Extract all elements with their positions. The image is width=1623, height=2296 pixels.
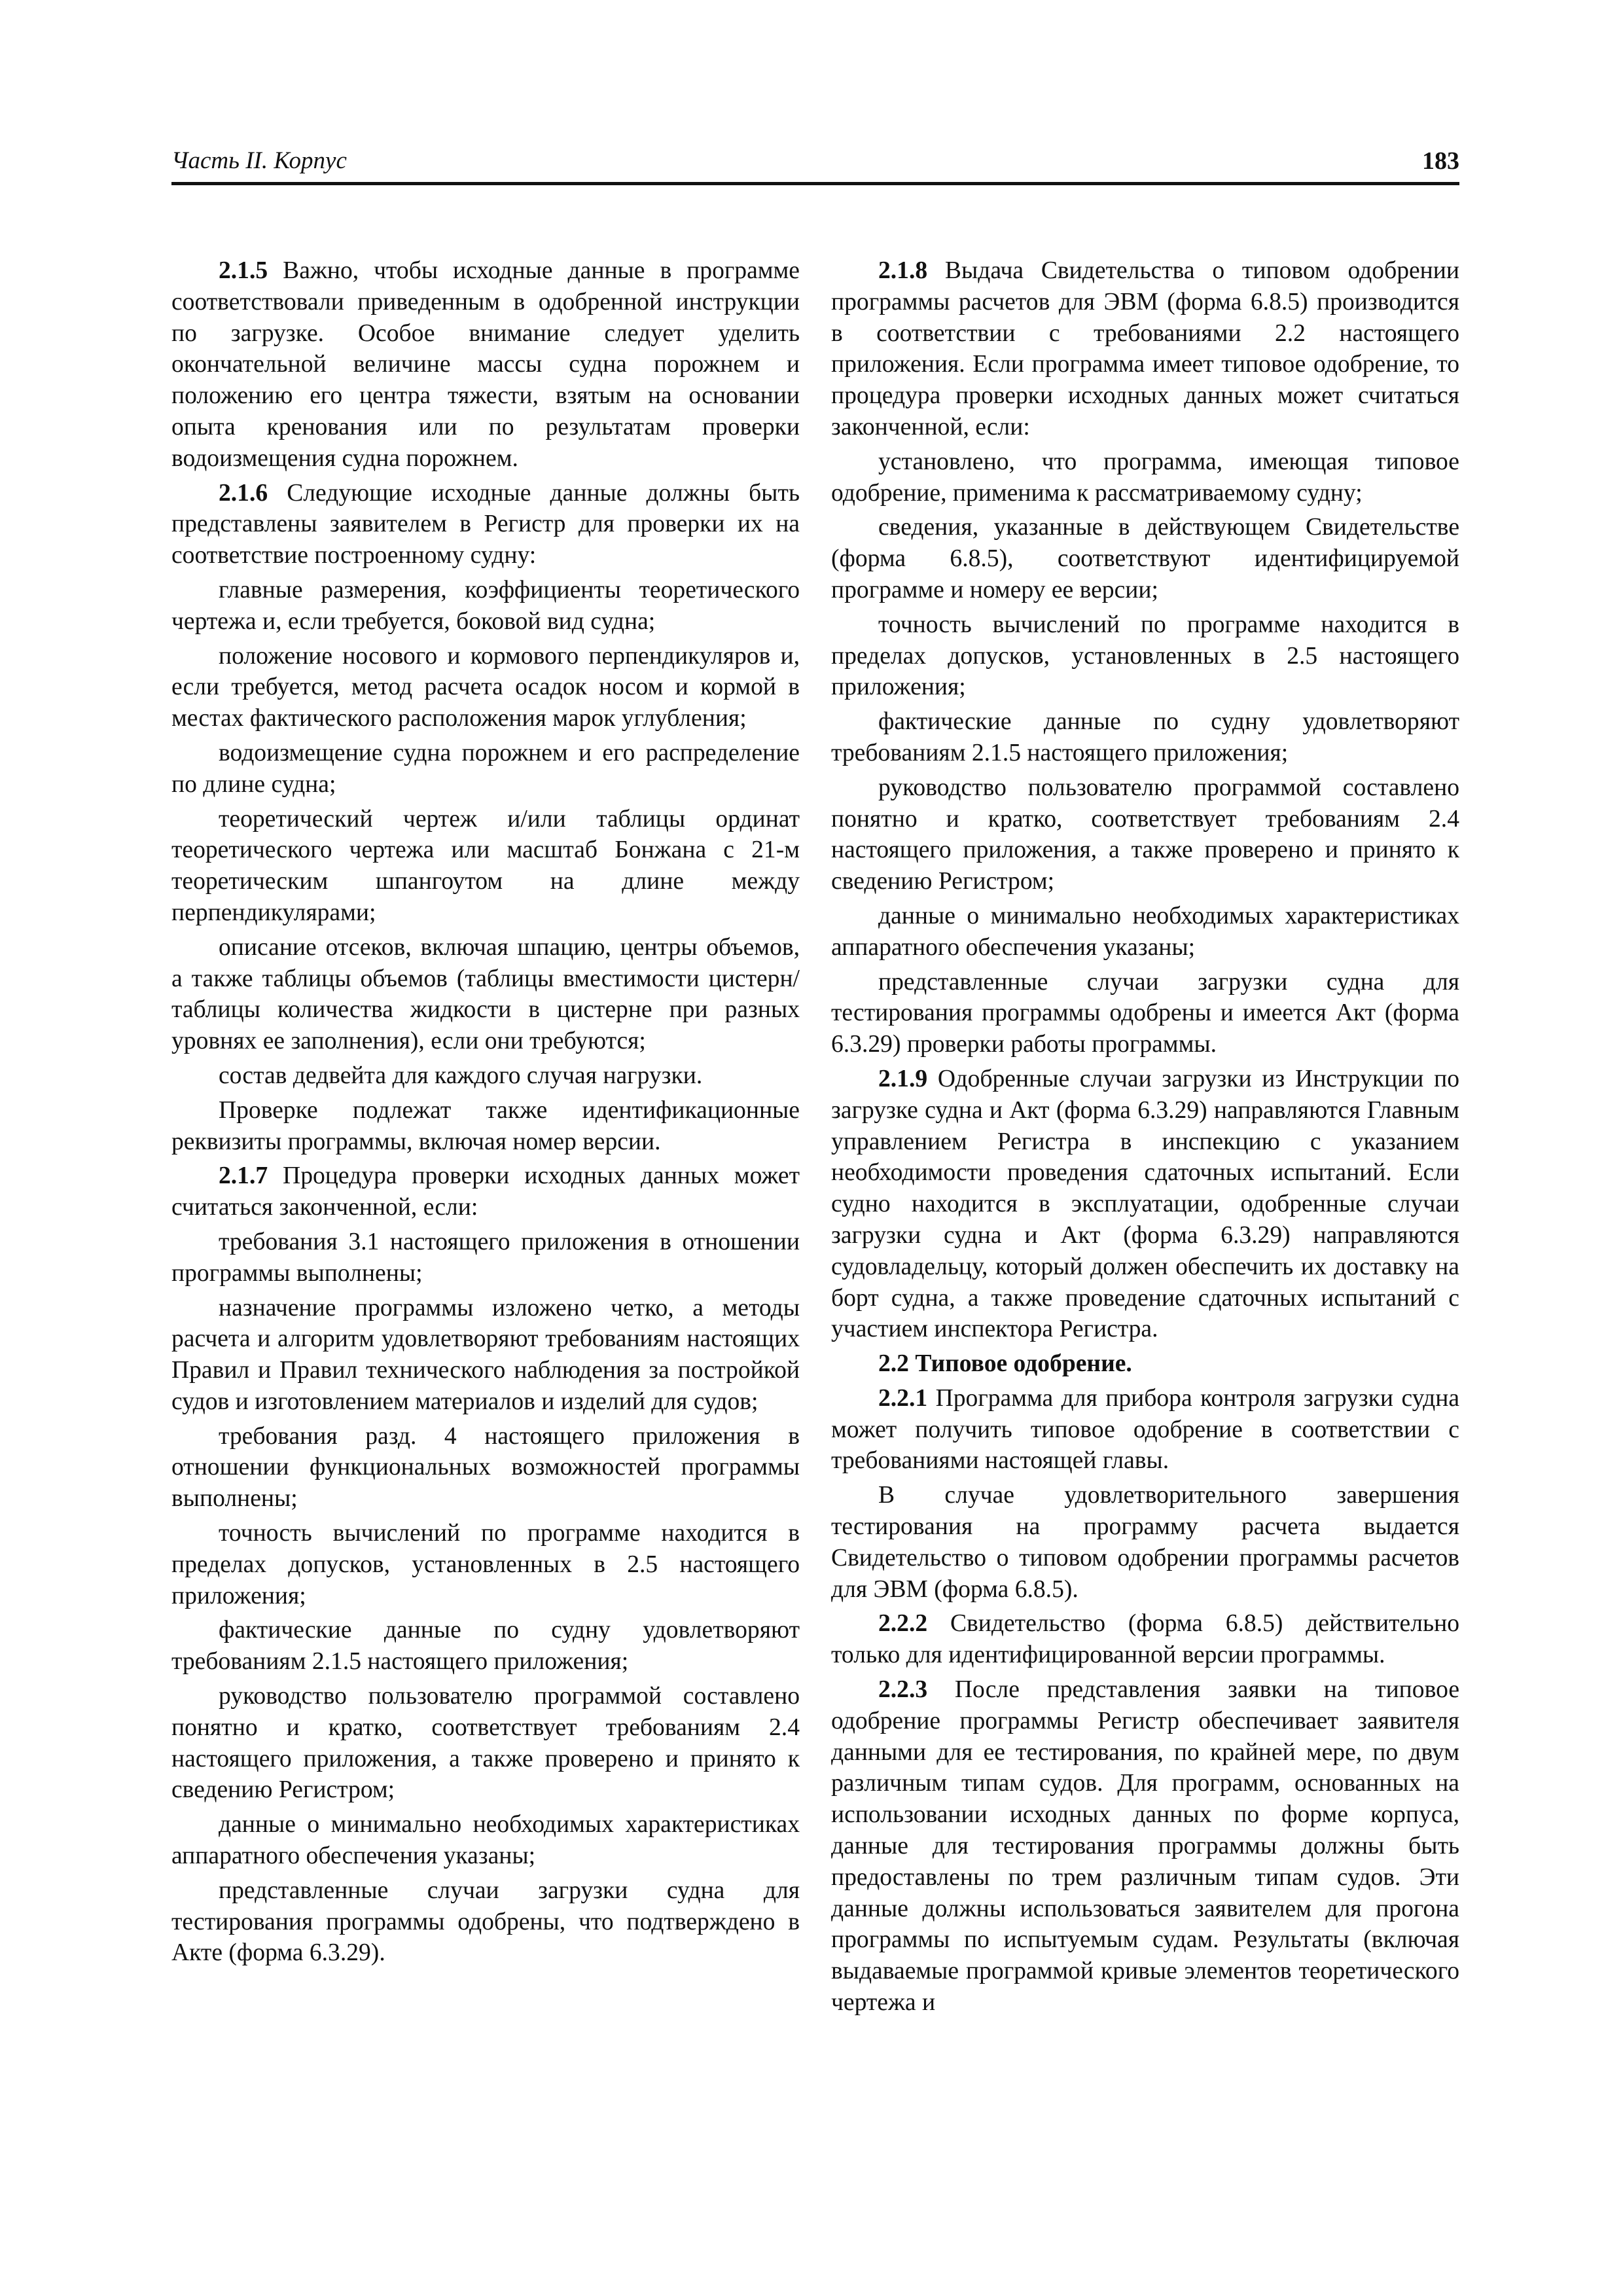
list-item	[831, 706, 1459, 769]
paragraph-text: В случае удовлетворительного завершения тестирования на программу расчета выдается Свидетельство о типовом одобрении программы расчетов для ЭВМ (форма 6.8.5).	[831, 1482, 1459, 1603]
left-column	[171, 255, 800, 1972]
paragraph	[171, 1095, 800, 1158]
paragraph-text: После представления заявки на типовое одобрение программы Регистр обеспечивает заявителя данными для ее тестирования, по крайней мере, по двум различным типам судов. Для программ, основанных на использовании исходных данных по форме корпуса, данные для тестирования программы должны быть предоставлены по трем различным типам судов. Эти данные должны использоваться заявителем для прогона программы по испытуемым судам. Результаты (включая выдаваемые программой кривые элементов теоретического чертежа и	[831, 1676, 1459, 2017]
paragraph-text: фактические данные по судну удовлетворяют требованиям 2.1.5 настоящего приложения;	[831, 708, 1459, 766]
paragraph-text: требования разд. 4 настоящего приложения в отношении функциональных возможностей программы выполнены;	[171, 1422, 800, 1513]
paragraph	[831, 1480, 1459, 1605]
paragraph-text: водоизмещение судна порожнем и его распределение по длине судна;	[171, 739, 800, 798]
paragraph-text: Процедура проверки исходных данных может считаться законченной, если:	[171, 1162, 800, 1221]
list-item	[171, 1293, 800, 1418]
paragraph	[831, 255, 1459, 443]
clause-number: 2.1.6	[219, 479, 268, 507]
paragraph-text: представленные случаи загрузки судна для тестирования программы одобрены, что подтверждено в Акте (форма 6.3.29).	[171, 1876, 800, 1967]
paragraph-text: данные о минимально необходимых характеристиках аппаратного обеспечения указаны;	[171, 1811, 800, 1870]
clause-number: 2.1.7	[219, 1162, 268, 1190]
clause-number: 2.2 Т	[878, 1350, 931, 1378]
list-item	[831, 967, 1459, 1060]
clause-number: 2.2.1	[878, 1384, 928, 1412]
running-header	[171, 145, 1459, 185]
paragraph-text: описание отсеков, включая шпацию, центры объемов, а также таблицы объемов (таблицы вместимости цистерн/таблицы количества жидкости в цистерне при разных уровнях ее заполнения), если они требуются;	[171, 933, 800, 1055]
paragraph-text: Важно, чтобы исходные данные в программе соответствовали приведенным в одобренной инструкции по загрузке. Особое внимание следует уделить окончательной величине массы судна порожнем и положению его центра тяжести, взятым на основании опыта кренования или по результатам проверки водоизмещения судна порожнем.	[171, 257, 800, 472]
paragraph-text: сведения, указанные в действующем Свидетельстве (форма 6.8.5), соответствуют идентифицируемой программе и номеру ее версии;	[831, 514, 1459, 603]
list-item	[831, 772, 1459, 897]
paragraph-text: представленные случаи загрузки судна для тестирования программы одобрены и имеется Акт (форма 6.3.29) проверки работы программы.	[831, 968, 1459, 1058]
paragraph-text: положение носового и кормового перпендикуляров и, если требуется, метод расчета осадок носом и кормой в местах фактического расположения марок углубления;	[171, 642, 800, 732]
list-item	[171, 738, 800, 800]
paragraph	[171, 255, 800, 475]
clause-number: 2.2.3	[878, 1676, 928, 1704]
paragraph-text: руководство пользователю программой составлено понятно и кратко, соответствует требованиям 2.4 настоящего приложения, а также проверено и принято к сведению Регистром;	[171, 1683, 800, 1804]
paragraph-text: требования 3.1 настоящего приложения в отношении программы выполнены;	[171, 1228, 800, 1287]
paragraph-text: Выдача Свидетельства о типовом одобрении программы расчетов для ЭВМ (форма 6.8.5) производится в соответствии с требованиями 2.2 настоящего приложения. Если программа имеет типовое одобрение, то процедура проверки исходных данных может считаться законченной, если:	[831, 257, 1459, 440]
list-item	[171, 1421, 800, 1515]
clause-number: 2.1.8	[878, 257, 928, 284]
paragraph-text: точность вычислений по программе находится в пределах допусков, установленных в 2.5 настоящего приложения;	[171, 1520, 800, 1609]
list-item	[831, 512, 1459, 605]
paragraph-text: руководство пользователю программой составлено понятно и кратко, соответствует требованиям 2.4 настоящего приложения, а также проверено и принято к сведению Регистром;	[831, 774, 1459, 895]
list-item	[171, 1615, 800, 1677]
paragraph-text: установлено, что программа, имеющая типовое одобрение, применима к рассматриваемому судну;	[831, 448, 1459, 507]
paragraph-text: теоретический чертеж и/или таблицы ординат теоретического чертежа или масштаб Бонжана с 21-м теоретическим шпангоутом на длине между перпендикулярами;	[171, 805, 800, 926]
list-item	[171, 1875, 800, 1969]
clause-number: 2.1.9	[878, 1065, 928, 1092]
page-number: 183	[1422, 147, 1459, 175]
paragraph	[171, 478, 800, 571]
paragraph-text: данные о минимально необходимых характеристиках аппаратного обеспечения указаны;	[831, 902, 1459, 961]
paragraph-text: фактические данные по судну удовлетворяют требованиям 2.1.5 настоящего приложения;	[171, 1617, 800, 1676]
paragraph-text: Одобренные случаи загрузки из Инструкции по загрузке судна и Акт (форма 6.3.29) направляются Главным управлением Регистра в инспекцию с указанием необходимости проведения сдаточных испытаний. Если судно находится в эксплуатации, одобренные случаи загрузки судна и Акт (форма 6.3.29) направляются судовладельцу, который должен обеспечить их доставку на борт судна, а также проведение сдаточных испытаний с участием инспектора Регистра.	[831, 1065, 1459, 1343]
paragraph-text: состав дедвейта для каждого случая нагрузки.	[219, 1062, 703, 1089]
paragraph-text: главные размерения, коэффициенты теоретического чертежа и, если требуется, боковой вид судна;	[171, 576, 800, 635]
paragraph-text: Проверке подлежат также идентификационные реквизиты программы, включая номер версии.	[171, 1096, 800, 1155]
list-item	[171, 641, 800, 734]
paragraph	[831, 1674, 1459, 2018]
list-item	[831, 901, 1459, 963]
list-item	[171, 575, 800, 637]
paragraph-text: точность вычислений по программе находится в пределах допусков, установленных в 2.5 настоящего приложения;	[831, 611, 1459, 701]
paragraph-text: назначение программы изложено четко, а методы расчета и алгоритм удовлетворяют требованиям настоящих Правил и Правил технического наблюдения за постройкой судов и изготовлением материалов и изделий для судов;	[171, 1294, 800, 1415]
list-item	[171, 1809, 800, 1872]
list-item	[831, 609, 1459, 703]
list-item	[831, 446, 1459, 509]
list-item	[171, 804, 800, 929]
list-item	[171, 1227, 800, 1289]
paragraph-text: Свидетельство (форма 6.8.5) действительно только для идентифицированной версии программы.	[831, 1610, 1459, 1669]
list-item	[171, 1060, 800, 1092]
paragraph-text: Программа для прибора контроля загрузки судна может получить типовое одобрение в соответствии с требованиями настоящей главы.	[831, 1384, 1459, 1475]
part-title: Часть II. Корпус	[171, 147, 347, 174]
clause-number: 2.1.5	[219, 257, 268, 284]
right-column	[831, 255, 1459, 2022]
section-heading	[831, 1348, 1459, 1380]
section-title: иповое одобрение.	[931, 1350, 1132, 1378]
paragraph	[831, 1064, 1459, 1345]
list-item	[171, 1681, 800, 1806]
paragraph	[831, 1608, 1459, 1671]
paragraph-text: Следующие исходные данные должны быть представлены заявителем в Регистр для проверки их на соответствие построенному судну:	[171, 479, 800, 569]
list-item	[171, 1518, 800, 1611]
clause-number: 2.2.2	[878, 1610, 928, 1638]
paragraph	[171, 1160, 800, 1223]
list-item	[171, 932, 800, 1057]
paragraph	[831, 1383, 1459, 1477]
